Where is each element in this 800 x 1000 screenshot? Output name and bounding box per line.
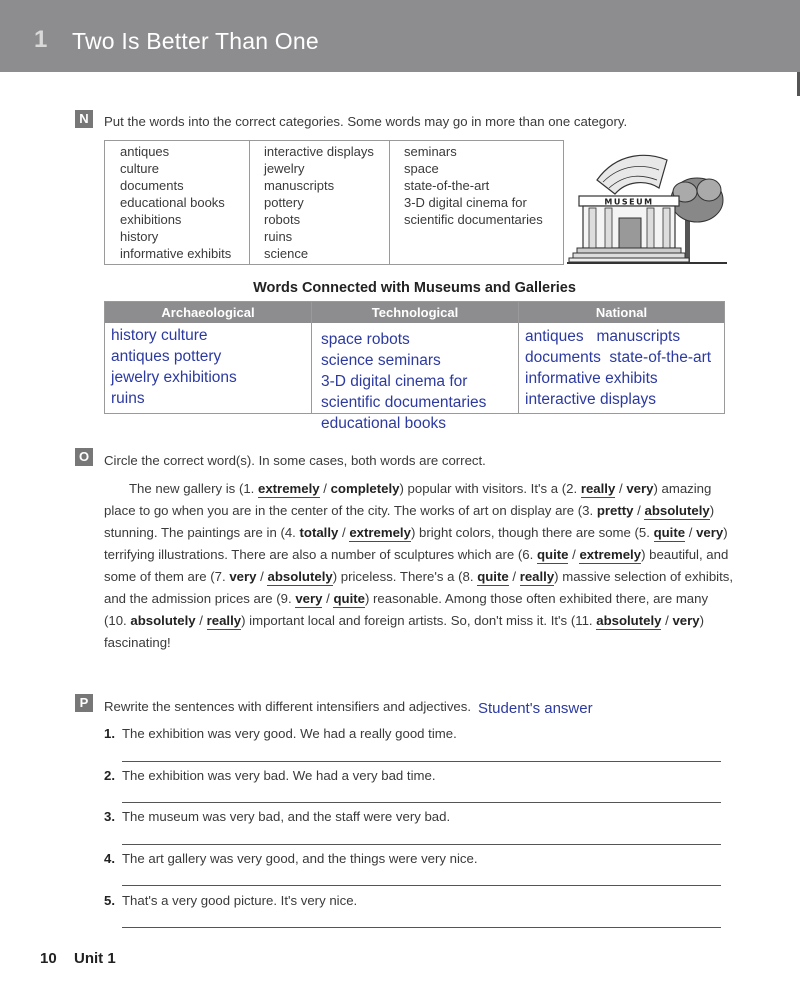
paragraph-line: The new gallery is (1. extremely / completely) popular with visitors. It's a (2. really / very) amazing bbox=[129, 481, 712, 496]
circled-choice: very bbox=[295, 591, 323, 606]
word-bank-column-2 bbox=[250, 141, 390, 264]
circled-choice: extremely bbox=[579, 547, 642, 562]
word-item: jewelry bbox=[264, 161, 305, 176]
word-item: space bbox=[404, 161, 439, 176]
circled-choice: really bbox=[580, 481, 616, 496]
word-item: educational books bbox=[120, 195, 225, 210]
circled-choice: absolutely bbox=[644, 503, 710, 518]
paragraph-line: fascinating! bbox=[104, 635, 171, 650]
answer-line: jewelry exhibitions bbox=[111, 369, 237, 386]
category-column-technological bbox=[312, 302, 519, 432]
option-word: very bbox=[672, 613, 700, 628]
answer-line: interactive displays bbox=[525, 391, 656, 408]
answer-line: antiques manuscripts bbox=[525, 328, 681, 345]
answer-line[interactable] bbox=[122, 927, 721, 928]
circled-choice: quite bbox=[333, 591, 365, 606]
page-header bbox=[0, 0, 800, 72]
circled-choice: quite bbox=[653, 525, 686, 540]
question-number: 3. bbox=[104, 809, 115, 824]
section-n-badge: N bbox=[75, 110, 93, 128]
question-text: The exhibition was very bad. We had a very bad time. bbox=[122, 768, 436, 783]
paragraph-line: some of them are (7. very / absolutely) priceless. There's a (8. quite / really) massive selection of exhibits, bbox=[104, 569, 734, 584]
answer-line[interactable] bbox=[122, 802, 721, 803]
word-item: seminars bbox=[404, 144, 457, 159]
section-o-badge: O bbox=[75, 448, 93, 466]
option-word: absolutely bbox=[130, 613, 196, 628]
section-n-instruction: Put the words into the correct categories. Some words may go in more than one category. bbox=[104, 114, 628, 129]
word-item: informative exhibits bbox=[120, 246, 232, 261]
word-item: scientific documentaries bbox=[404, 212, 543, 227]
section-p-badge: P bbox=[75, 694, 93, 712]
museum-illustration bbox=[567, 152, 727, 264]
circled-choice: quite bbox=[536, 547, 569, 562]
answer-line[interactable] bbox=[122, 885, 721, 886]
word-item: culture bbox=[120, 161, 160, 176]
word-item: pottery bbox=[264, 195, 304, 210]
paragraph-line: and the admission prices are (9. very / quite) reasonable. Among those often exhibited there, are many bbox=[104, 591, 709, 606]
option-word: very bbox=[696, 525, 724, 540]
word-item: science bbox=[264, 246, 309, 261]
unit-number: 1 bbox=[34, 26, 48, 53]
circled-choice: extremely bbox=[349, 525, 411, 540]
page-number: 10 bbox=[40, 950, 57, 967]
answer-line: educational books bbox=[321, 415, 446, 432]
table-title: Words Connected with Museums and Galleries bbox=[253, 280, 576, 296]
answer-line: documents state-of-the-art bbox=[525, 349, 712, 366]
section-p-instruction: Rewrite the sentences with different intensifiers and adjectives. bbox=[104, 699, 472, 714]
circled-choice: quite bbox=[477, 569, 509, 584]
word-item: robots bbox=[264, 212, 301, 227]
category-header: National bbox=[519, 302, 724, 323]
word-item: ruins bbox=[264, 229, 293, 244]
word-item: 3-D digital cinema for bbox=[404, 195, 527, 210]
answer-line: science seminars bbox=[321, 352, 441, 369]
student-answer-note: Student's answer bbox=[478, 700, 593, 717]
question-text: The museum was very bad, and the staff were very bad. bbox=[122, 809, 451, 824]
option-word: totally bbox=[299, 525, 339, 540]
paragraph-line: (10. absolutely / really) important local and foreign artists. So, don't miss it. It's (11. absolutely / very) bbox=[104, 613, 705, 628]
museum-roof-wing bbox=[597, 155, 667, 194]
answer-line: scientific documentaries bbox=[321, 394, 487, 411]
answer-line: space robots bbox=[321, 331, 410, 348]
answer-line: ruins bbox=[111, 390, 145, 407]
answer-line[interactable] bbox=[122, 844, 721, 845]
category-column-archaeological bbox=[105, 302, 312, 413]
option-word: very bbox=[229, 569, 257, 584]
circled-choice: absolutely bbox=[596, 613, 662, 628]
answer-line: antiques pottery bbox=[111, 348, 222, 365]
answer-line: 3-D digital cinema for bbox=[321, 373, 468, 390]
circled-choice: absolutely bbox=[267, 569, 333, 584]
option-word: very bbox=[626, 481, 654, 496]
circled-choice: extremely bbox=[258, 481, 320, 496]
word-item: exhibitions bbox=[120, 212, 182, 227]
word-bank bbox=[104, 140, 564, 265]
word-item: antiques bbox=[120, 144, 170, 159]
word-item: interactive displays bbox=[264, 144, 374, 159]
word-item: history bbox=[120, 229, 159, 244]
category-table bbox=[104, 301, 725, 432]
category-header: Archaeological bbox=[105, 302, 311, 323]
question-text: The exhibition was very good. We had a really good time. bbox=[122, 726, 457, 741]
word-bank-column-3 bbox=[390, 141, 563, 264]
word-item: documents bbox=[120, 178, 184, 193]
section-o-instruction: Circle the correct word(s). In some cases, both words are correct. bbox=[104, 453, 486, 468]
word-item: manuscripts bbox=[264, 178, 335, 193]
option-word: pretty bbox=[596, 503, 634, 518]
question-text: The art gallery was very good, and the things were very nice. bbox=[122, 851, 478, 866]
question-number: 2. bbox=[104, 768, 115, 783]
answer-line: history culture bbox=[111, 327, 208, 344]
circled-choice: really bbox=[519, 569, 555, 584]
answer-line: informative exhibits bbox=[525, 370, 658, 387]
category-header: Technological bbox=[312, 302, 518, 323]
word-item: state-of-the-art bbox=[404, 178, 490, 193]
question-text: That's a very good picture. It's very nice. bbox=[122, 893, 358, 908]
answer-line[interactable] bbox=[122, 761, 721, 762]
question-number: 5. bbox=[104, 893, 115, 908]
word-bank-column-1 bbox=[105, 141, 250, 264]
circled-choice: really bbox=[206, 613, 242, 628]
paragraph-line: place to go when you are in the center of the city. The works of art on display are (3. pretty / absolutely) bbox=[104, 503, 715, 518]
paragraph-line: stunning. The paintings are in (4. totally / extremely) bright colors, though there are some (5. quite / very) bbox=[104, 525, 728, 540]
question-number: 1. bbox=[104, 726, 115, 741]
category-column-national bbox=[519, 302, 724, 413]
unit-title: Two Is Better Than One bbox=[72, 28, 319, 54]
option-word: completely bbox=[330, 481, 400, 496]
paragraph-line: terrifying illustrations. There are also a number of sculptures which are (6. quite / extremely) beautiful, and bbox=[104, 547, 729, 562]
footer-unit-label: Unit 1 bbox=[74, 950, 116, 967]
museum-sign: MUSEUM bbox=[604, 197, 654, 207]
question-number: 4. bbox=[104, 851, 115, 866]
